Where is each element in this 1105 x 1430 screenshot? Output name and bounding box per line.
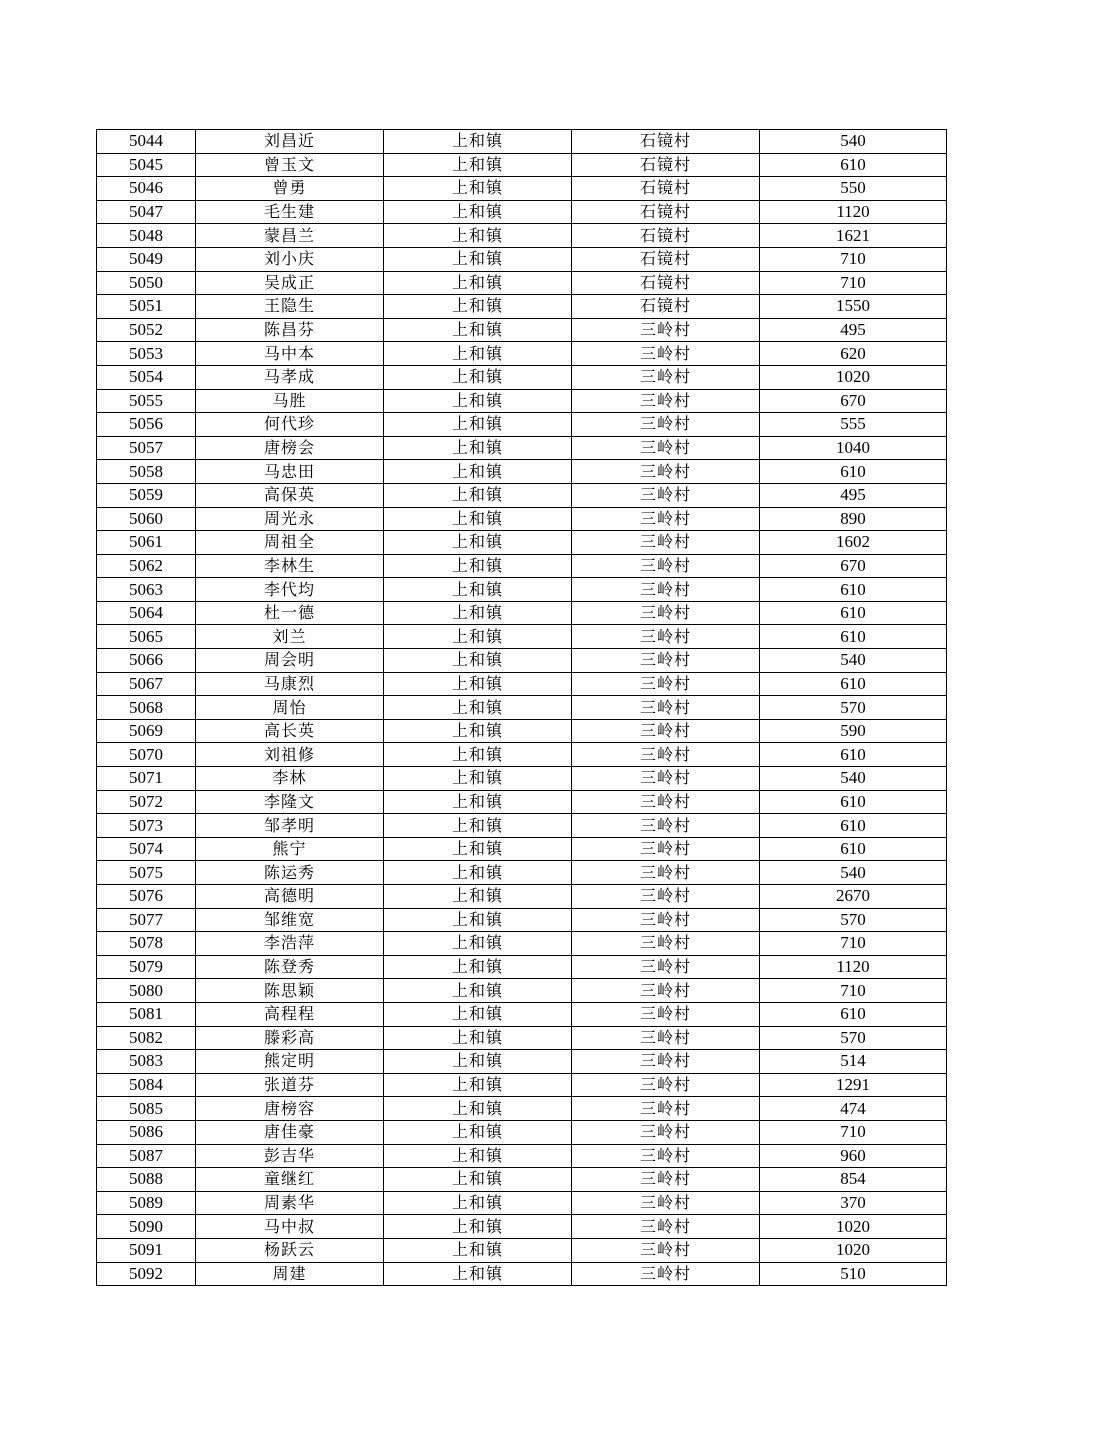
amount-cell: 495 bbox=[760, 483, 947, 507]
village-cell: 三岭村 bbox=[572, 1120, 760, 1144]
village-cell: 三岭村 bbox=[572, 790, 760, 814]
village-cell: 三岭村 bbox=[572, 1097, 760, 1121]
name-cell: 李浩萍 bbox=[196, 932, 384, 956]
name-cell: 刘祖修 bbox=[196, 743, 384, 767]
village-cell: 三岭村 bbox=[572, 861, 760, 885]
name-cell: 李代均 bbox=[196, 578, 384, 602]
name-cell: 邹孝明 bbox=[196, 814, 384, 838]
row-number-cell: 5067 bbox=[97, 672, 196, 696]
row-number-cell: 5078 bbox=[97, 932, 196, 956]
name-cell: 刘小庆 bbox=[196, 247, 384, 271]
row-number-cell: 5055 bbox=[97, 389, 196, 413]
row-number-cell: 5046 bbox=[97, 177, 196, 201]
town-cell: 上和镇 bbox=[384, 1144, 572, 1168]
table-row bbox=[97, 1026, 947, 1050]
town-cell: 上和镇 bbox=[384, 1191, 572, 1215]
name-cell: 高长英 bbox=[196, 719, 384, 743]
table-row bbox=[97, 247, 947, 271]
table-row bbox=[97, 460, 947, 484]
village-cell: 三岭村 bbox=[572, 578, 760, 602]
amount-cell: 610 bbox=[760, 460, 947, 484]
town-cell: 上和镇 bbox=[384, 885, 572, 909]
town-cell: 上和镇 bbox=[384, 1168, 572, 1192]
town-cell: 上和镇 bbox=[384, 271, 572, 295]
town-cell: 上和镇 bbox=[384, 861, 572, 885]
village-cell: 三岭村 bbox=[572, 837, 760, 861]
town-cell: 上和镇 bbox=[384, 413, 572, 437]
table-row bbox=[97, 1120, 947, 1144]
village-cell: 三岭村 bbox=[572, 672, 760, 696]
row-number-cell: 5063 bbox=[97, 578, 196, 602]
village-cell: 三岭村 bbox=[572, 1050, 760, 1074]
village-cell: 三岭村 bbox=[572, 625, 760, 649]
village-cell: 三岭村 bbox=[572, 460, 760, 484]
amount-cell: 610 bbox=[760, 814, 947, 838]
row-number-cell: 5086 bbox=[97, 1120, 196, 1144]
town-cell: 上和镇 bbox=[384, 365, 572, 389]
name-cell: 熊宁 bbox=[196, 837, 384, 861]
village-cell: 三岭村 bbox=[572, 719, 760, 743]
row-number-cell: 5049 bbox=[97, 247, 196, 271]
village-cell: 三岭村 bbox=[572, 814, 760, 838]
village-cell: 三岭村 bbox=[572, 767, 760, 791]
table-row bbox=[97, 1191, 947, 1215]
town-cell: 上和镇 bbox=[384, 224, 572, 248]
table-row bbox=[97, 814, 947, 838]
row-number-cell: 5064 bbox=[97, 601, 196, 625]
amount-cell: 610 bbox=[760, 625, 947, 649]
data-table-container bbox=[96, 129, 947, 1286]
village-cell: 三岭村 bbox=[572, 908, 760, 932]
row-number-cell: 5074 bbox=[97, 837, 196, 861]
town-cell: 上和镇 bbox=[384, 672, 572, 696]
amount-cell: 1120 bbox=[760, 200, 947, 224]
name-cell: 周会明 bbox=[196, 649, 384, 673]
village-cell: 三岭村 bbox=[572, 955, 760, 979]
row-number-cell: 5048 bbox=[97, 224, 196, 248]
table-row bbox=[97, 130, 947, 154]
amount-cell: 550 bbox=[760, 177, 947, 201]
amount-cell: 1120 bbox=[760, 955, 947, 979]
village-cell: 三岭村 bbox=[572, 1002, 760, 1026]
town-cell: 上和镇 bbox=[384, 625, 572, 649]
row-number-cell: 5077 bbox=[97, 908, 196, 932]
name-cell: 马中叔 bbox=[196, 1215, 384, 1239]
row-number-cell: 5069 bbox=[97, 719, 196, 743]
name-cell: 熊定明 bbox=[196, 1050, 384, 1074]
town-cell: 上和镇 bbox=[384, 554, 572, 578]
town-cell: 上和镇 bbox=[384, 601, 572, 625]
table-row bbox=[97, 1168, 947, 1192]
town-cell: 上和镇 bbox=[384, 649, 572, 673]
village-cell: 三岭村 bbox=[572, 743, 760, 767]
table-row bbox=[97, 578, 947, 602]
amount-cell: 1020 bbox=[760, 1238, 947, 1262]
town-cell: 上和镇 bbox=[384, 436, 572, 460]
name-cell: 周光永 bbox=[196, 507, 384, 531]
row-number-cell: 5092 bbox=[97, 1262, 196, 1286]
table-row bbox=[97, 932, 947, 956]
row-number-cell: 5080 bbox=[97, 979, 196, 1003]
town-cell: 上和镇 bbox=[384, 1215, 572, 1239]
data-table bbox=[96, 129, 947, 1286]
amount-cell: 570 bbox=[760, 908, 947, 932]
row-number-cell: 5061 bbox=[97, 531, 196, 555]
amount-cell: 514 bbox=[760, 1050, 947, 1074]
name-cell: 马胜 bbox=[196, 389, 384, 413]
amount-cell: 1602 bbox=[760, 531, 947, 555]
row-number-cell: 5083 bbox=[97, 1050, 196, 1074]
amount-cell: 610 bbox=[760, 601, 947, 625]
row-number-cell: 5070 bbox=[97, 743, 196, 767]
name-cell: 李林生 bbox=[196, 554, 384, 578]
amount-cell: 540 bbox=[760, 649, 947, 673]
amount-cell: 474 bbox=[760, 1097, 947, 1121]
town-cell: 上和镇 bbox=[384, 153, 572, 177]
row-number-cell: 5047 bbox=[97, 200, 196, 224]
town-cell: 上和镇 bbox=[384, 979, 572, 1003]
row-number-cell: 5072 bbox=[97, 790, 196, 814]
table-row bbox=[97, 365, 947, 389]
town-cell: 上和镇 bbox=[384, 696, 572, 720]
name-cell: 李林 bbox=[196, 767, 384, 791]
name-cell: 蒙昌兰 bbox=[196, 224, 384, 248]
table-row bbox=[97, 413, 947, 437]
row-number-cell: 5060 bbox=[97, 507, 196, 531]
name-cell: 周建 bbox=[196, 1262, 384, 1286]
table-row bbox=[97, 979, 947, 1003]
village-cell: 三岭村 bbox=[572, 365, 760, 389]
village-cell: 三岭村 bbox=[572, 601, 760, 625]
table-body bbox=[97, 130, 947, 1286]
amount-cell: 670 bbox=[760, 389, 947, 413]
amount-cell: 540 bbox=[760, 767, 947, 791]
table-row bbox=[97, 1215, 947, 1239]
row-number-cell: 5051 bbox=[97, 295, 196, 319]
village-cell: 石镜村 bbox=[572, 247, 760, 271]
village-cell: 三岭村 bbox=[572, 342, 760, 366]
table-row bbox=[97, 672, 947, 696]
table-row bbox=[97, 1238, 947, 1262]
amount-cell: 610 bbox=[760, 672, 947, 696]
village-cell: 三岭村 bbox=[572, 1191, 760, 1215]
village-cell: 三岭村 bbox=[572, 483, 760, 507]
town-cell: 上和镇 bbox=[384, 318, 572, 342]
table-row bbox=[97, 1262, 947, 1286]
name-cell: 陈昌芬 bbox=[196, 318, 384, 342]
town-cell: 上和镇 bbox=[384, 460, 572, 484]
amount-cell: 610 bbox=[760, 1002, 947, 1026]
amount-cell: 610 bbox=[760, 743, 947, 767]
name-cell: 杨跃云 bbox=[196, 1238, 384, 1262]
name-cell: 马忠田 bbox=[196, 460, 384, 484]
amount-cell: 540 bbox=[760, 861, 947, 885]
row-number-cell: 5062 bbox=[97, 554, 196, 578]
village-cell: 三岭村 bbox=[572, 1238, 760, 1262]
row-number-cell: 5056 bbox=[97, 413, 196, 437]
row-number-cell: 5071 bbox=[97, 767, 196, 791]
name-cell: 马康烈 bbox=[196, 672, 384, 696]
name-cell: 马孝成 bbox=[196, 365, 384, 389]
name-cell: 唐榜会 bbox=[196, 436, 384, 460]
row-number-cell: 5090 bbox=[97, 1215, 196, 1239]
amount-cell: 710 bbox=[760, 1120, 947, 1144]
village-cell: 三岭村 bbox=[572, 531, 760, 555]
table-row bbox=[97, 318, 947, 342]
row-number-cell: 5045 bbox=[97, 153, 196, 177]
table-row bbox=[97, 767, 947, 791]
name-cell: 刘兰 bbox=[196, 625, 384, 649]
amount-cell: 370 bbox=[760, 1191, 947, 1215]
amount-cell: 1040 bbox=[760, 436, 947, 460]
row-number-cell: 5054 bbox=[97, 365, 196, 389]
town-cell: 上和镇 bbox=[384, 389, 572, 413]
row-number-cell: 5053 bbox=[97, 342, 196, 366]
name-cell: 刘昌近 bbox=[196, 130, 384, 154]
row-number-cell: 5082 bbox=[97, 1026, 196, 1050]
name-cell: 毛生建 bbox=[196, 200, 384, 224]
town-cell: 上和镇 bbox=[384, 1026, 572, 1050]
town-cell: 上和镇 bbox=[384, 177, 572, 201]
amount-cell: 890 bbox=[760, 507, 947, 531]
name-cell: 王隐生 bbox=[196, 295, 384, 319]
table-row bbox=[97, 743, 947, 767]
row-number-cell: 5065 bbox=[97, 625, 196, 649]
name-cell: 曾玉文 bbox=[196, 153, 384, 177]
row-number-cell: 5044 bbox=[97, 130, 196, 154]
village-cell: 三岭村 bbox=[572, 554, 760, 578]
town-cell: 上和镇 bbox=[384, 908, 572, 932]
name-cell: 邹维宽 bbox=[196, 908, 384, 932]
table-row bbox=[97, 861, 947, 885]
amount-cell: 610 bbox=[760, 153, 947, 177]
amount-cell: 620 bbox=[760, 342, 947, 366]
name-cell: 陈运秀 bbox=[196, 861, 384, 885]
town-cell: 上和镇 bbox=[384, 483, 572, 507]
village-cell: 石镜村 bbox=[572, 271, 760, 295]
village-cell: 三岭村 bbox=[572, 436, 760, 460]
amount-cell: 1550 bbox=[760, 295, 947, 319]
village-cell: 三岭村 bbox=[572, 1073, 760, 1097]
table-row bbox=[97, 224, 947, 248]
village-cell: 三岭村 bbox=[572, 979, 760, 1003]
town-cell: 上和镇 bbox=[384, 507, 572, 531]
name-cell: 陈思颖 bbox=[196, 979, 384, 1003]
table-row bbox=[97, 837, 947, 861]
row-number-cell: 5066 bbox=[97, 649, 196, 673]
name-cell: 李隆文 bbox=[196, 790, 384, 814]
name-cell: 周祖全 bbox=[196, 531, 384, 555]
table-row bbox=[97, 177, 947, 201]
row-number-cell: 5084 bbox=[97, 1073, 196, 1097]
table-row bbox=[97, 1073, 947, 1097]
row-number-cell: 5076 bbox=[97, 885, 196, 909]
row-number-cell: 5057 bbox=[97, 436, 196, 460]
table-row bbox=[97, 885, 947, 909]
town-cell: 上和镇 bbox=[384, 719, 572, 743]
name-cell: 唐榜容 bbox=[196, 1097, 384, 1121]
table-row bbox=[97, 271, 947, 295]
name-cell: 彭吉华 bbox=[196, 1144, 384, 1168]
table-row bbox=[97, 554, 947, 578]
village-cell: 石镜村 bbox=[572, 200, 760, 224]
town-cell: 上和镇 bbox=[384, 130, 572, 154]
name-cell: 高保英 bbox=[196, 483, 384, 507]
name-cell: 马中本 bbox=[196, 342, 384, 366]
amount-cell: 854 bbox=[760, 1168, 947, 1192]
village-cell: 石镜村 bbox=[572, 130, 760, 154]
table-row bbox=[97, 1002, 947, 1026]
amount-cell: 710 bbox=[760, 932, 947, 956]
name-cell: 滕彩高 bbox=[196, 1026, 384, 1050]
village-cell: 三岭村 bbox=[572, 507, 760, 531]
name-cell: 曾勇 bbox=[196, 177, 384, 201]
table-row bbox=[97, 507, 947, 531]
row-number-cell: 5085 bbox=[97, 1097, 196, 1121]
village-cell: 三岭村 bbox=[572, 885, 760, 909]
name-cell: 杜一德 bbox=[196, 601, 384, 625]
row-number-cell: 5088 bbox=[97, 1168, 196, 1192]
amount-cell: 540 bbox=[760, 130, 947, 154]
village-cell: 三岭村 bbox=[572, 649, 760, 673]
village-cell: 石镜村 bbox=[572, 153, 760, 177]
town-cell: 上和镇 bbox=[384, 837, 572, 861]
village-cell: 三岭村 bbox=[572, 932, 760, 956]
village-cell: 三岭村 bbox=[572, 1144, 760, 1168]
amount-cell: 610 bbox=[760, 837, 947, 861]
row-number-cell: 5073 bbox=[97, 814, 196, 838]
amount-cell: 1621 bbox=[760, 224, 947, 248]
row-number-cell: 5081 bbox=[97, 1002, 196, 1026]
name-cell: 唐佳豪 bbox=[196, 1120, 384, 1144]
table-row bbox=[97, 389, 947, 413]
name-cell: 吴成正 bbox=[196, 271, 384, 295]
name-cell: 周素华 bbox=[196, 1191, 384, 1215]
amount-cell: 710 bbox=[760, 979, 947, 1003]
amount-cell: 570 bbox=[760, 1026, 947, 1050]
row-number-cell: 5089 bbox=[97, 1191, 196, 1215]
town-cell: 上和镇 bbox=[384, 790, 572, 814]
amount-cell: 555 bbox=[760, 413, 947, 437]
amount-cell: 670 bbox=[760, 554, 947, 578]
table-row bbox=[97, 649, 947, 673]
name-cell: 童继红 bbox=[196, 1168, 384, 1192]
village-cell: 三岭村 bbox=[572, 1262, 760, 1286]
village-cell: 石镜村 bbox=[572, 224, 760, 248]
table-row bbox=[97, 153, 947, 177]
table-row bbox=[97, 601, 947, 625]
town-cell: 上和镇 bbox=[384, 578, 572, 602]
town-cell: 上和镇 bbox=[384, 1097, 572, 1121]
row-number-cell: 5087 bbox=[97, 1144, 196, 1168]
row-number-cell: 5058 bbox=[97, 460, 196, 484]
amount-cell: 610 bbox=[760, 790, 947, 814]
row-number-cell: 5052 bbox=[97, 318, 196, 342]
table-row bbox=[97, 483, 947, 507]
town-cell: 上和镇 bbox=[384, 1073, 572, 1097]
table-row bbox=[97, 1050, 947, 1074]
town-cell: 上和镇 bbox=[384, 1002, 572, 1026]
table-row bbox=[97, 1144, 947, 1168]
town-cell: 上和镇 bbox=[384, 295, 572, 319]
amount-cell: 570 bbox=[760, 696, 947, 720]
name-cell: 周怡 bbox=[196, 696, 384, 720]
town-cell: 上和镇 bbox=[384, 814, 572, 838]
village-cell: 三岭村 bbox=[572, 413, 760, 437]
name-cell: 何代珍 bbox=[196, 413, 384, 437]
village-cell: 三岭村 bbox=[572, 1026, 760, 1050]
village-cell: 石镜村 bbox=[572, 295, 760, 319]
town-cell: 上和镇 bbox=[384, 531, 572, 555]
amount-cell: 590 bbox=[760, 719, 947, 743]
table-row bbox=[97, 908, 947, 932]
town-cell: 上和镇 bbox=[384, 767, 572, 791]
village-cell: 三岭村 bbox=[572, 318, 760, 342]
table-row bbox=[97, 719, 947, 743]
amount-cell: 1020 bbox=[760, 365, 947, 389]
row-number-cell: 5050 bbox=[97, 271, 196, 295]
town-cell: 上和镇 bbox=[384, 955, 572, 979]
town-cell: 上和镇 bbox=[384, 1262, 572, 1286]
amount-cell: 510 bbox=[760, 1262, 947, 1286]
name-cell: 陈登秀 bbox=[196, 955, 384, 979]
name-cell: 高程程 bbox=[196, 1002, 384, 1026]
amount-cell: 495 bbox=[760, 318, 947, 342]
amount-cell: 710 bbox=[760, 271, 947, 295]
town-cell: 上和镇 bbox=[384, 1238, 572, 1262]
village-cell: 三岭村 bbox=[572, 389, 760, 413]
town-cell: 上和镇 bbox=[384, 1120, 572, 1144]
town-cell: 上和镇 bbox=[384, 743, 572, 767]
amount-cell: 1020 bbox=[760, 1215, 947, 1239]
table-row bbox=[97, 531, 947, 555]
amount-cell: 960 bbox=[760, 1144, 947, 1168]
table-row bbox=[97, 790, 947, 814]
town-cell: 上和镇 bbox=[384, 932, 572, 956]
row-number-cell: 5068 bbox=[97, 696, 196, 720]
village-cell: 三岭村 bbox=[572, 1215, 760, 1239]
row-number-cell: 5091 bbox=[97, 1238, 196, 1262]
table-row bbox=[97, 436, 947, 460]
town-cell: 上和镇 bbox=[384, 200, 572, 224]
village-cell: 三岭村 bbox=[572, 696, 760, 720]
town-cell: 上和镇 bbox=[384, 1050, 572, 1074]
village-cell: 三岭村 bbox=[572, 1168, 760, 1192]
village-cell: 石镜村 bbox=[572, 177, 760, 201]
table-row bbox=[97, 625, 947, 649]
table-row bbox=[97, 696, 947, 720]
table-row bbox=[97, 295, 947, 319]
row-number-cell: 5059 bbox=[97, 483, 196, 507]
amount-cell: 1291 bbox=[760, 1073, 947, 1097]
town-cell: 上和镇 bbox=[384, 247, 572, 271]
amount-cell: 610 bbox=[760, 578, 947, 602]
row-number-cell: 5075 bbox=[97, 861, 196, 885]
amount-cell: 2670 bbox=[760, 885, 947, 909]
row-number-cell: 5079 bbox=[97, 955, 196, 979]
table-row bbox=[97, 342, 947, 366]
amount-cell: 710 bbox=[760, 247, 947, 271]
table-row bbox=[97, 955, 947, 979]
name-cell: 高德明 bbox=[196, 885, 384, 909]
town-cell: 上和镇 bbox=[384, 342, 572, 366]
table-row bbox=[97, 200, 947, 224]
name-cell: 张道芬 bbox=[196, 1073, 384, 1097]
table-row bbox=[97, 1097, 947, 1121]
